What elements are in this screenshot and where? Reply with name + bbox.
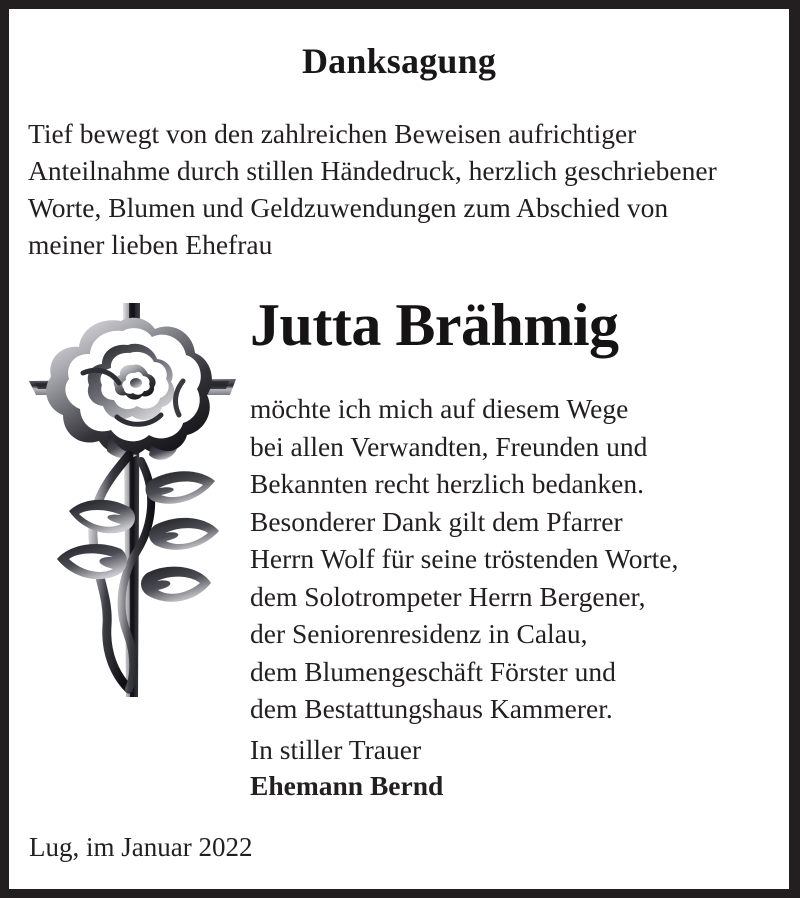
obituary-card [9, 9, 789, 889]
body-line: Besonderer Dank gilt dem Pfarrer [250, 505, 623, 537]
cross-with-rose-icon [25, 285, 240, 705]
thank-you-body [250, 390, 760, 728]
signer-name: Ehemann Bernd [250, 770, 444, 801]
body-line: möchte ich mich auf diesem Wege [250, 393, 629, 424]
intro-line: Worte, Blumen und Geldzuwendungen zum Abschied von [28, 192, 669, 223]
intro-line: meiner lieben Ehefrau [28, 229, 273, 260]
deceased-name: Jutta Brähmig [250, 292, 619, 358]
page-title: Danksagung [301, 41, 497, 81]
body-line: dem Solotrompeter Herrn Bergener, [250, 580, 646, 612]
place-and-date: Lug, im Januar 2022 [29, 832, 253, 862]
intro-line: Anteilnahme durch stillen Händedruck, herzlich geschriebener [28, 155, 717, 186]
body-line: dem Bestattungshaus Kammerer. [250, 693, 613, 724]
signature-block [250, 732, 443, 804]
rose-bloom [46, 318, 212, 460]
body-line: bei allen Verwandten, Freunden und [250, 430, 648, 462]
intro-line: Tief bewegt von den zahlreichen Beweisen aufrichtiger [28, 118, 637, 149]
body-line: dem Blumengeschäft Förster und [250, 655, 616, 687]
intro-paragraph [28, 115, 758, 263]
body-line: der Seniorenresidenz in Calau, [250, 618, 588, 649]
mourning-line: In stiller Trauer [250, 734, 422, 765]
body-line: Bekannten recht herzlich bedanken. [250, 468, 644, 499]
body-line: Herrn Wolf für seine tröstenden Worte, [250, 543, 679, 574]
